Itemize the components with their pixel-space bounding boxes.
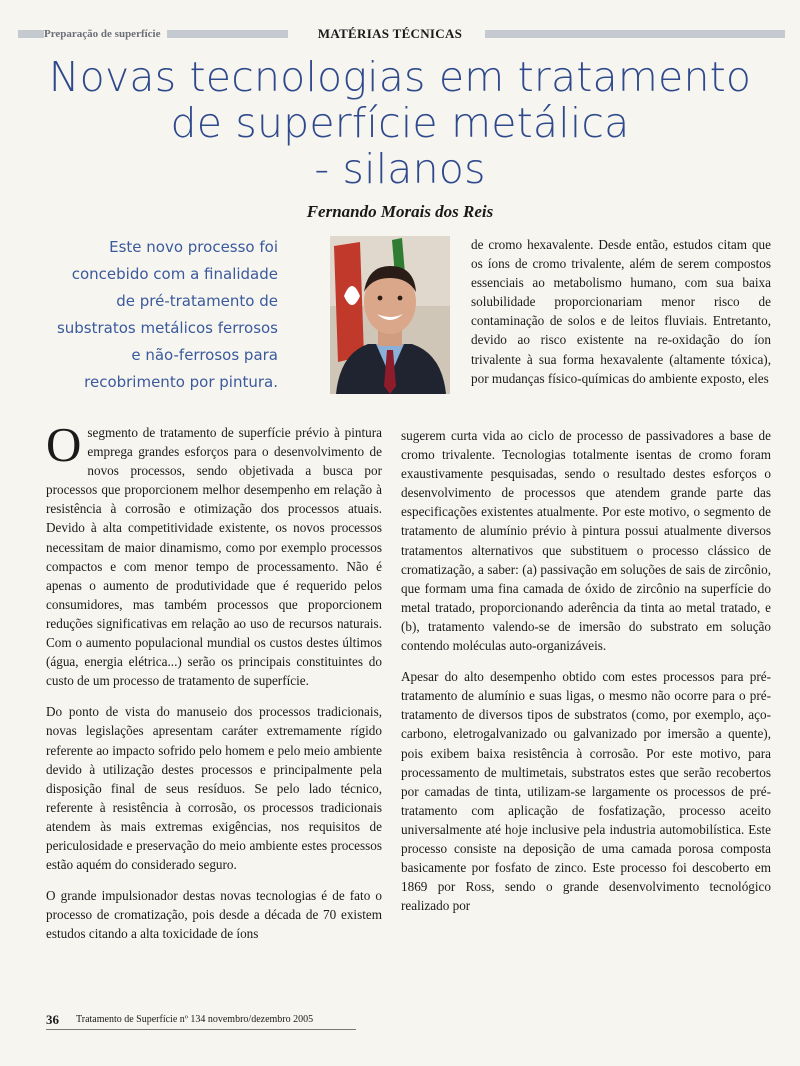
title-line: de superfície metálica <box>170 99 630 147</box>
section-label: Preparação de superfície <box>44 26 167 42</box>
title-line: - silanos <box>314 145 486 193</box>
publication-info: Tratamento de Superfície nº 134 novembro/dezembro 2005 <box>76 1014 314 1025</box>
page-footer <box>46 1012 356 1028</box>
paragraph: Do ponto de vista do manuseio dos processos tradicionais, novas legislações apresentam caráter extremamente rígido referente ao impacto sofrido pelo homem e pelo meio ambiente devido à utilização destes processos e principalmente pela disposição final de seus resíduos. Se pelo lado técnico, referente à resistência à corrosão, os processos tradicionais atendem às mais extremas exigências, nos requisitos de periculosidade e preservação do meio ambiente estes processos estão aquém do considerado seguro. <box>46 704 382 873</box>
column-right-top <box>471 235 771 400</box>
pull-quote-line: de pré-tratamento de <box>116 292 278 310</box>
pull-quote-line: recobrimento por pintura. <box>84 373 278 391</box>
page-number: 36 <box>46 1012 59 1027</box>
pull-quote-line: e não-ferrosos para <box>131 346 278 364</box>
title-line: Novas tecnologias em tratamento <box>48 53 752 101</box>
pull-quote-line: substratos metálicos ferrosos <box>56 319 278 337</box>
pull-quote-line: concebido com a finalidade <box>71 265 278 283</box>
paragraph: de cromo hexavalente. Desde então, estudos citam que os íons de cromo trivalente, além de serem compostos essenciais ao metabolismo humano, com sua baixa solubilidade proporcionariam menor risco de contaminação de solos e de leitos fluviais. Entretanto, devido ao risco existente na re-oxidação do íon trivalente à sua forma hexavalente (altamente tóxica), por mudanças físico-químicas do ambiente exposto, eles <box>471 237 771 386</box>
author-photo <box>330 236 450 394</box>
portrait-image <box>330 236 450 394</box>
column-right <box>401 426 771 927</box>
paragraph-text: segmento de tratamento de superfície prévio à pintura emprega grandes esforços para o desenvolvimento de novos processos, sendo objetivada a busca por processos que proporcionem melhor desempenho em relação à resistência à corrosão e otimização dos processos atuais. Devido à alta competitividade existente, os novos processos necessitam de maior dinamismo, como por exemplo processos compactos e com menor tempo de processamento. Não é apenas o aumento de produtividade que é requerido pelos consumidores, mas também processos que proporcionem reduções significativas em relação ao uso de recursos naturais. Com o aumento populacional mundial os custos destes últimos (água, energia elétrica...) serão os principais constituintes do custo de um processo de tratamento de superfície. <box>46 425 382 689</box>
article-title <box>20 54 780 192</box>
drop-cap: O <box>46 417 82 472</box>
article-author: Fernando Morais dos Reis <box>306 202 494 221</box>
footer-rule <box>46 1029 356 1030</box>
paragraph <box>46 417 382 690</box>
category-label: MATÉRIAS TÉCNICAS <box>300 26 480 42</box>
paragraph: O grande impulsionador destas novas tecnologias é de fato o processo de cromatização, pois desde a década de 70 existem estudos citando a alta toxicidade de íons <box>46 888 382 942</box>
pull-quote-line: Este novo processo foi <box>109 238 278 256</box>
section-header <box>0 26 800 42</box>
paragraph: Apesar do alto desempenho obtido com estes processos para pré-tratamento de alumínio e suas ligas, o mesmo não ocorre para o pré-tratamento de diversos tipos de substratos (como, por exemplo, aço-carbono, eletrogalvanizado ou galvanizado por imersão a quente), pois exibem baixa resistência à corrosão. Por este motivo, para processamento de multimetais, substratos estes que serão recobertos por camadas de tinta, utilizam-se largamente os processos de pré-tratamento com aplicação de fosfatização, processo aceito universalmente até hoje inclusive pela industria automobilística. Este processo consiste na deposição de uma camada porosa composta basicamente por fosfato de zinco. Este processo foi descoberto em 1869 por Ross, sendo o grande desenvolvimento tecnológico realizado por <box>401 669 771 914</box>
paragraph: sugerem curta vida ao ciclo de processo de passivadores a base de cromo trivalente. Tecnologias totalmente isentas de cromo foram exaustivamente pesquisadas, sendo o resultado destes esforços o desenvolvimento de processos que atendem grande parte das especificações existentes atualmente. Por este motivo, o segmento de tratamento de alumínio prévio à pintura possui atualmente diversos tratamentos alternativos que substituem o processo clássico de cromatização, a saber: (a) passivação em soluções de sais de zircônio, que formam uma fina camada de óxido de zircônio na superfície do metal tratado, proporcionando aderência da tinta ao metal tratado, e (b), tratamento valendo-se de imersão do substrato em solução contendo moléculas auto-organizáveis. <box>401 428 771 654</box>
pull-quote <box>30 234 278 396</box>
column-left <box>46 417 382 955</box>
header-rule-right <box>485 30 785 38</box>
